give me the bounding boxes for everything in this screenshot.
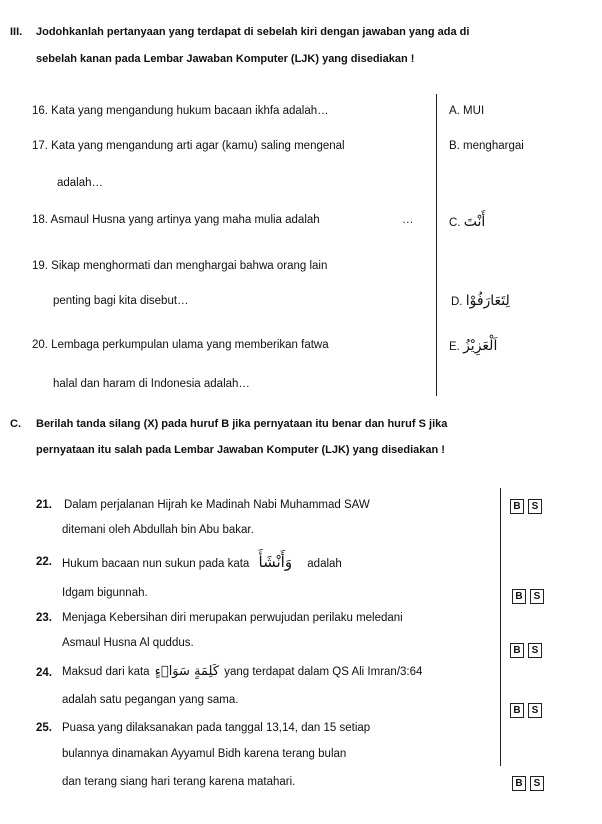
section3-instruction-line1: Jodohkanlah pertanyaan yang terdapat di sebelah kiri dengan jawaban yang ada di (36, 26, 470, 38)
item-23-box-s[interactable]: S (528, 643, 542, 658)
item-25-box-s[interactable]: S (530, 776, 544, 791)
item-21-box-b[interactable]: B (510, 499, 524, 514)
item-22-line1 (62, 553, 342, 571)
item-22-line2: Idgam bigunnah. (62, 587, 148, 599)
item-22-answer-boxes (512, 589, 544, 604)
truefalse-divider-line (500, 488, 501, 766)
answer-c-arabic: أَنْتَ (463, 214, 486, 230)
item-24-line1 (62, 664, 422, 679)
item-24-number: 24. (36, 667, 52, 679)
item-24-box-s[interactable]: S (528, 703, 542, 718)
item-21-number: 21. (36, 499, 52, 511)
answer-e-label: E. (449, 341, 460, 353)
item-21-line2: ditemani oleh Abdullah bin Abu bakar. (62, 524, 254, 536)
answer-d-arabic: لِتَعَارَفُوْا (465, 293, 510, 309)
question-18-line1: 18. Asmaul Husna yang artinya yang maha mulia adalah (32, 214, 320, 226)
item-22-text-pre: Hukum bacaan nun sukun pada kata (62, 558, 250, 570)
item-25-line2: bulannya dinamakan Ayyamul Bidh karena terang bulan (62, 748, 347, 760)
question-20-line1: 20. Lembaga perkumpulan ulama yang memberikan fatwa (32, 339, 329, 351)
item-22-box-b[interactable]: B (512, 589, 526, 604)
item-22-text-post: adalah (307, 558, 342, 570)
item-22-box-s[interactable]: S (530, 589, 544, 604)
item-23-line1: Menjaga Kebersihan diri merupakan perwujudan perilaku meledani (62, 612, 403, 624)
question-17-line2: adalah… (57, 177, 104, 189)
item-23-box-b[interactable]: B (510, 643, 524, 658)
question-17-line1: 17. Kata yang mengandung arti agar (kamu) saling mengenal (32, 140, 345, 152)
item-24-text-post: yang terdapat dalam QS Ali Imran/3:64 (224, 666, 423, 678)
item-24-arabic: كَلِمَةٍ سَوَاۤءٍ (154, 664, 220, 679)
item-25-line1: Puasa yang dilaksanakan pada tanggal 13,14, dan 15 setiap (62, 722, 371, 734)
item-24-box-b[interactable]: B (510, 703, 524, 718)
section3-instruction-line2: sebelah kanan pada Lembar Jawaban Komputer (LJK) yang disediakan ! (36, 53, 415, 65)
matching-divider-line (436, 94, 437, 396)
item-24-text-pre: Maksud dari kata (62, 666, 150, 678)
item-25-line3: dan terang siang hari terang karena matahari. (62, 776, 296, 788)
item-21-answer-boxes (510, 499, 542, 514)
item-25-answer-boxes (512, 776, 544, 791)
item-22-arabic: وَأَنْشَأَ (258, 553, 293, 571)
section3-number: III. (10, 26, 23, 38)
question-19-line1: 19. Sikap menghormati dan menghargai bahwa orang lain (32, 260, 328, 272)
item-24-line2: adalah satu pegangan yang sama. (62, 694, 239, 706)
item-25-number: 25. (36, 722, 52, 734)
sectionC-letter: C. (10, 418, 21, 430)
answer-c (449, 214, 485, 230)
item-21-box-s[interactable]: S (528, 499, 542, 514)
item-25-box-b[interactable]: B (512, 776, 526, 791)
item-23-number: 23. (36, 612, 52, 624)
question-16: 16. Kata yang mengandung hukum bacaan ikhfa adalah… (32, 105, 329, 117)
answer-c-label: C. (449, 217, 461, 229)
sectionC-instruction-line1: Berilah tanda silang (X) pada huruf B jika pernyataan itu benar dan huruf S jika (36, 418, 448, 430)
question-18-ellipsis: … (402, 214, 414, 226)
answer-e (449, 338, 497, 354)
answer-a: A. MUI (449, 105, 485, 117)
answer-d-label: D. (451, 296, 463, 308)
item-23-answer-boxes (510, 643, 542, 658)
answer-b: B. menghargai (449, 140, 524, 152)
answer-e-arabic: اَلْعَزِيْزُ (463, 338, 498, 354)
item-22-number: 22. (36, 556, 52, 568)
sectionC-instruction-line2: pernyataan itu salah pada Lembar Jawaban Komputer (LJK) yang disediakan ! (36, 444, 445, 456)
answer-d (451, 293, 510, 309)
question-19-line2: penting bagi kita disebut… (53, 295, 189, 307)
item-24-answer-boxes (510, 703, 542, 718)
item-23-line2: Asmaul Husna Al quddus. (62, 637, 194, 649)
question-20-line2: halal dan haram di Indonesia adalah… (53, 378, 250, 390)
item-21-line1: Dalam perjalanan Hijrah ke Madinah Nabi Muhammad SAW (64, 499, 370, 511)
